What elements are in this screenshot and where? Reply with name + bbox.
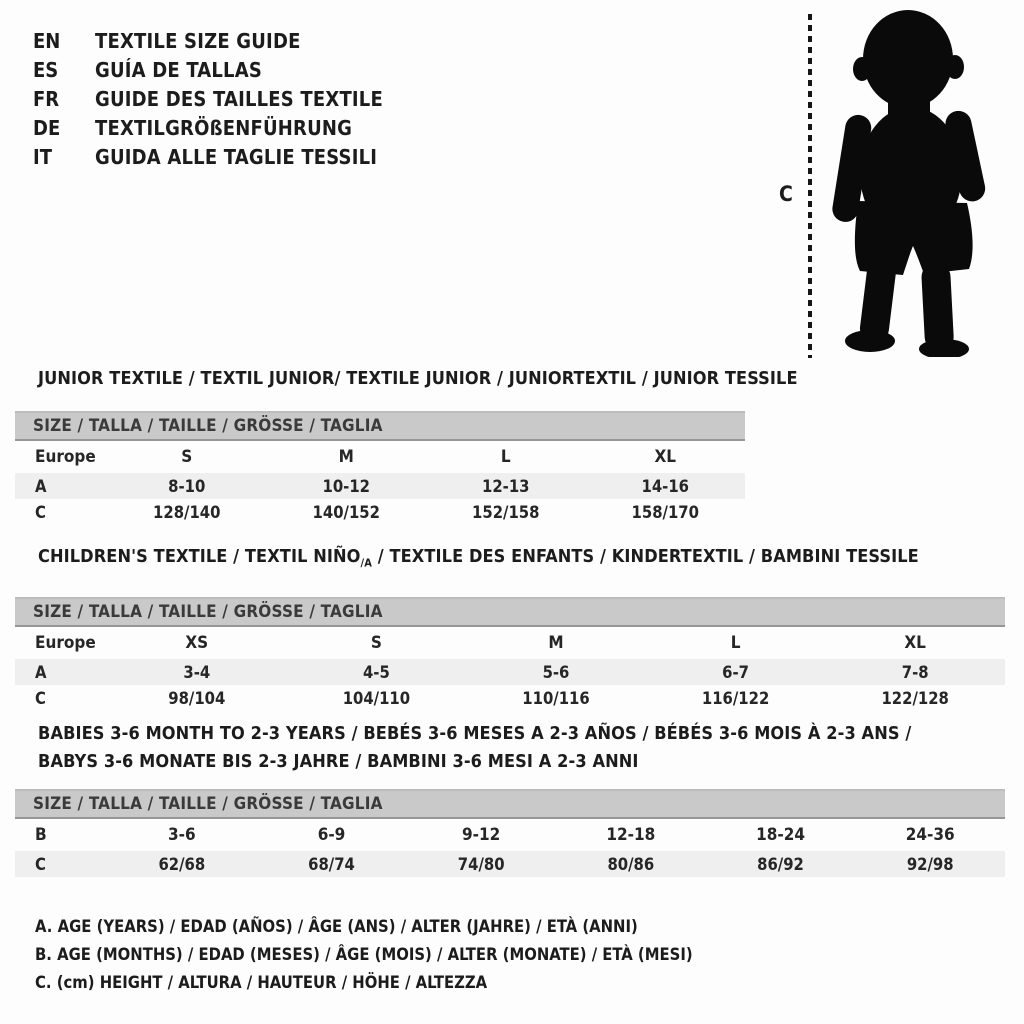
language-code: FR bbox=[33, 86, 60, 111]
table-cell: 140/152 bbox=[312, 502, 380, 522]
language-title: GUIDE DES TAILLES TEXTILE bbox=[95, 86, 383, 111]
table-row-europe bbox=[15, 627, 1005, 659]
row-label: Europe bbox=[35, 447, 96, 467]
height-dotted-line bbox=[808, 14, 812, 358]
toddler-silhouette-icon bbox=[818, 5, 992, 357]
table-cell: 104/110 bbox=[342, 688, 411, 708]
legend-line-b: B. AGE (MONTHS) / EDAD (MESES) / ÂGE (MOIS) / ALTER (MONATE) / ETÀ (MESI) bbox=[35, 945, 693, 964]
table-cell: 116/122 bbox=[701, 688, 770, 708]
table-cell: 128/140 bbox=[153, 502, 221, 522]
language-code: EN bbox=[33, 28, 61, 53]
table-cell: 14-16 bbox=[641, 476, 689, 496]
language-title-list bbox=[33, 26, 383, 171]
table-cell: 122/128 bbox=[881, 688, 949, 708]
table-cell: L bbox=[500, 447, 511, 467]
children-title-sub: /A bbox=[360, 556, 372, 570]
row-label: A bbox=[35, 662, 47, 682]
table-cell: 6-9 bbox=[317, 825, 346, 845]
table-header-bar: SIZE / TALLA / TAILLE / GRÖSSE / TAGLIA bbox=[15, 597, 1005, 627]
table-cell: 24-36 bbox=[905, 825, 955, 845]
language-row bbox=[33, 113, 383, 142]
table-header-bar: SIZE / TALLA / TAILLE / GRÖSSE / TAGLIA bbox=[15, 789, 1005, 819]
table-body bbox=[15, 441, 745, 525]
children-title-post: / TEXTILE DES ENFANTS / KINDERTEXTIL / BAMBINI TESSILE bbox=[372, 546, 919, 567]
legend-line-a: A. AGE (YEARS) / EDAD (AÑOS) / ÂGE (ANS) / ALTER (JAHRE) / ETÀ (ANNI) bbox=[35, 917, 638, 936]
height-measure-label: C bbox=[779, 182, 793, 206]
table-cell: 98/104 bbox=[168, 688, 226, 708]
children-title-pre: CHILDREN'S TEXTILE / TEXTIL NIÑO bbox=[38, 546, 361, 567]
language-code: DE bbox=[33, 115, 61, 140]
table-cell: XL bbox=[654, 447, 677, 467]
row-label: A bbox=[35, 476, 47, 496]
table-row-europe bbox=[15, 441, 745, 473]
table-cell: 80/86 bbox=[607, 854, 655, 874]
section-title-babies bbox=[38, 720, 911, 776]
table-cell: 9-12 bbox=[462, 825, 501, 845]
table-cell: 3-6 bbox=[168, 825, 196, 845]
table-cell: 7-8 bbox=[901, 662, 929, 682]
table-row-a bbox=[15, 473, 745, 499]
language-title: TEXTILE SIZE GUIDE bbox=[95, 28, 301, 53]
table-cell: 68/74 bbox=[308, 854, 355, 874]
table-cell: 12-13 bbox=[482, 476, 530, 496]
table-cell: L bbox=[730, 633, 741, 653]
table-row-c bbox=[15, 499, 745, 525]
row-label: C bbox=[35, 854, 46, 874]
table-cell: XS bbox=[185, 633, 209, 653]
language-code: IT bbox=[33, 144, 52, 169]
table-cell: 74/80 bbox=[457, 854, 505, 874]
table-cell: 110/116 bbox=[522, 688, 590, 708]
table-cell: 3-4 bbox=[183, 662, 211, 682]
table-cell: 8-10 bbox=[168, 476, 206, 496]
table-cell: M bbox=[548, 633, 564, 653]
table-cell: 18-24 bbox=[756, 825, 805, 845]
size-table-children bbox=[15, 597, 1005, 711]
table-cell: S bbox=[181, 447, 193, 467]
language-row bbox=[33, 142, 383, 171]
table-cell: M bbox=[338, 447, 354, 467]
table-cell: 5-6 bbox=[542, 662, 570, 682]
table-cell: 4-5 bbox=[362, 662, 390, 682]
table-row-b bbox=[15, 819, 1005, 851]
table-cell: 92/98 bbox=[906, 854, 954, 874]
language-title: GUIDA ALLE TAGLIE TESSILI bbox=[95, 144, 378, 169]
language-title: TEXTILGRÖßENFÜHRUNG bbox=[95, 115, 353, 140]
size-table-babies bbox=[15, 789, 1005, 877]
legend-line-c: C. (cm) HEIGHT / ALTURA / HAUTEUR / HÖHE / ALTEZZA bbox=[35, 973, 488, 992]
table-cell: S bbox=[370, 633, 382, 653]
row-label: Europe bbox=[35, 633, 96, 653]
table-cell: 6-7 bbox=[722, 662, 749, 682]
babies-title-line1: BABIES 3-6 MONTH TO 2-3 YEARS / BEBÉS 3-6 MESES A 2-3 AÑOS / BÉBÉS 3-6 MOIS À 2-3 ANS / bbox=[38, 723, 912, 744]
language-code: ES bbox=[33, 57, 59, 82]
section-title-junior: JUNIOR TEXTILE / TEXTIL JUNIOR/ TEXTILE JUNIOR / JUNIORTEXTIL / JUNIOR TESSILE bbox=[38, 368, 798, 389]
table-row-c bbox=[15, 851, 1005, 877]
table-row-c bbox=[15, 685, 1005, 711]
measurement-legend bbox=[35, 913, 693, 997]
row-label: B bbox=[35, 825, 47, 845]
table-cell: 62/68 bbox=[158, 854, 206, 874]
language-row bbox=[33, 84, 383, 113]
table-header-bar: SIZE / TALLA / TAILLE / GRÖSSE / TAGLIA bbox=[15, 411, 745, 441]
language-title: GUÍA DE TALLAS bbox=[95, 57, 263, 82]
language-row bbox=[33, 26, 383, 55]
section-title-children bbox=[38, 547, 919, 574]
language-row bbox=[33, 55, 383, 84]
babies-title-line2: BABYS 3-6 MONATE BIS 2-3 JAHRE / BAMBINI 3-6 MESI A 2-3 ANNI bbox=[38, 751, 639, 772]
row-label: C bbox=[35, 688, 46, 708]
table-cell: 12-18 bbox=[606, 825, 656, 845]
table-body bbox=[15, 819, 1005, 877]
table-row-a bbox=[15, 659, 1005, 685]
table-cell: 86/92 bbox=[757, 854, 804, 874]
table-cell: 10-12 bbox=[322, 476, 370, 496]
table-cell: 152/158 bbox=[472, 502, 540, 522]
table-cell: XL bbox=[904, 633, 926, 653]
size-table-junior bbox=[15, 411, 745, 525]
row-label: C bbox=[35, 502, 46, 522]
table-body bbox=[15, 627, 1005, 711]
table-cell: 158/170 bbox=[631, 502, 699, 522]
